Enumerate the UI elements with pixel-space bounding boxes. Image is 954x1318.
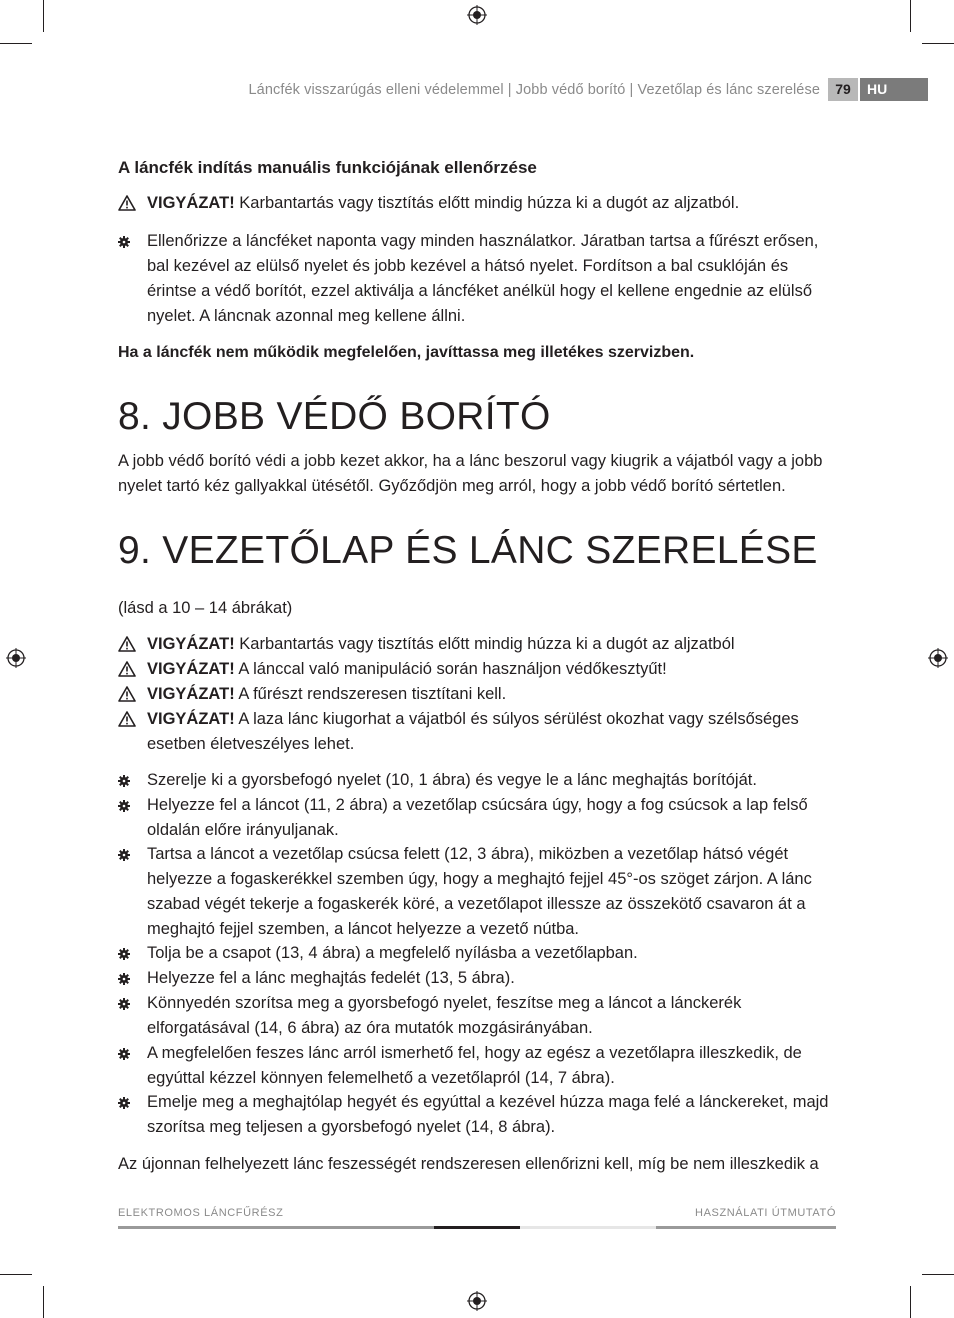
warning-content	[147, 657, 840, 682]
list-item-text: Szerelje ki a gyorsbefogó nyelet (10, 1 ábra) és vegye le a lánc meghajtás borítóját.	[147, 771, 757, 789]
crop-mark	[922, 1274, 954, 1275]
gear-bullet-icon	[118, 1097, 130, 1109]
list-item-text: Helyezze fel a lánc meghajtás fedelét (13, 5 ábra).	[147, 969, 515, 987]
warning-label: VIGYÁZAT!	[147, 194, 235, 212]
list-item-text: Emelje meg a meghajtólap hegyét és egyúttal a kezével húzza maga felé a lánckereket, majd szorítsa meg teljesen a gyorsbefogó nyelet (14, 8 ábra).	[147, 1093, 829, 1136]
warning-triangle-icon	[118, 661, 136, 677]
list-item-text: A megfelelően feszes lánc arról ismerhető fel, hogy az egész a vezetőlapra illeszkedik, de egyúttal kézzel könnyen felemelhető a vezetőlapról (14, 7 ábra).	[147, 1044, 802, 1087]
warning-content	[147, 191, 840, 216]
warning-label: VIGYÁZAT!	[147, 710, 235, 728]
warning-label: VIGYÁZAT!	[147, 685, 235, 703]
footer-divider	[520, 1226, 656, 1229]
warning-text: A fűrészt rendszeresen tisztítani kell.	[238, 685, 507, 703]
closing-paragraph: Az újonnan felhelyezett lánc feszességét rendszeresen ellenőrizni kell, míg be nem illeszkedik a	[118, 1155, 819, 1173]
footer-right: HASZNÁLATI ÚTMUTATÓ	[695, 1207, 836, 1219]
section-heading: 9. VEZETŐLAP ÉS LÁNC SZERELÉSE	[118, 529, 818, 572]
footer-divider	[656, 1226, 836, 1229]
warning-content	[147, 632, 840, 657]
list-item-text: Könnyedén szorítsa meg a gyorsbefogó nyelet, feszítse meg a láncot a lánckerék elforgatásával (14, 6 ábra) az óra mutatók mozgásirányában.	[147, 994, 742, 1037]
gear-bullet-icon	[118, 1048, 130, 1060]
warning-text: Karbantartás vagy tisztítás előtt mindig húzza ki a dugót az aljzatból	[239, 635, 735, 653]
crop-mark	[43, 0, 44, 32]
footer-left: ELEKTROMOS LÁNCFŰRÉSZ	[118, 1207, 284, 1219]
warning-label: VIGYÁZAT!	[147, 635, 235, 653]
gear-bullet-icon	[118, 948, 130, 960]
warning-text: A lánccal való manipuláció során használjon védőkesztyűt!	[238, 660, 667, 678]
section-body: A jobb védő borító védi a jobb kezet akkor, ha a lánc beszorul vagy kiugrik a vájatból vagy a jobb nyelet tartó kéz gallyakkal ütésétől. Győződjön meg arról, hogy a jobb védő borító sértetlen.	[118, 452, 823, 495]
language-badge: HU	[860, 78, 928, 101]
registration-mark-icon	[6, 648, 26, 668]
gear-bullet-icon	[118, 236, 130, 248]
list-item-text: Ellenőrizze a láncféket naponta vagy minden használatkor. Járatban tartsa a fűrészt erősen, bal kezével az elülső nyelet és jobb kezével a hátsó nyelet. Fordítson a bal csuklóján és érintse a védő borítót, ezzel aktiválja a láncféket anélkül hogy el kellene engednie az elülső nyelet. A láncnak azonnal meg kellene állni.	[147, 232, 819, 325]
warning-triangle-icon	[118, 686, 136, 702]
gear-bullet-icon	[118, 800, 130, 812]
registration-mark-icon	[467, 5, 487, 25]
crop-mark	[910, 0, 911, 32]
warning-content	[147, 682, 840, 707]
crop-mark	[0, 43, 32, 44]
list-item-text: Tartsa a láncot a vezetőlap csúcsa felett (12, 3 ábra), miközben a vezetőlap hátsó végét helyezze a fogaskerékkel szemben úgy, hogy a meghajtó fejjel 45°-os szöget zárjon. A lánc szabad végét tekerje a fogaskerék köré, a vezetőlapot illessze az összekötő csavaron át a meghajtó fejjel szemben, a láncot helyezze a vezető nútba.	[147, 845, 812, 938]
crop-mark	[43, 1286, 44, 1318]
gear-bullet-icon	[118, 973, 130, 985]
section-heading: 8. JOBB VÉDŐ BORÍTÓ	[118, 395, 551, 438]
section-subtitle: A láncfék indítás manuális funkciójának ellenőrzése	[118, 158, 537, 177]
crop-mark	[922, 43, 954, 44]
crop-mark	[0, 1274, 32, 1275]
crop-mark	[910, 1286, 911, 1318]
warning-content	[147, 707, 840, 757]
warning-triangle-icon	[118, 711, 136, 727]
gear-bullet-icon	[118, 775, 130, 787]
gear-bullet-icon	[118, 849, 130, 861]
warning-text: A laza lánc kiugorhat a vájatból és súlyos sérülést okozhat vagy szélsőséges esetben életveszélyes lehet.	[147, 710, 799, 753]
warning-label: VIGYÁZAT!	[147, 660, 235, 678]
registration-mark-icon	[928, 648, 948, 668]
header-breadcrumb: Láncfék visszarúgás elleni védelemmel | Jobb védő borító | Vezetőlap és lánc szerelése	[248, 82, 820, 98]
footer-divider	[118, 1226, 434, 1229]
list-item-text: Helyezze fel a láncot (11, 2 ábra) a vezetőlap csúcsára úgy, hogy a fog csúcsok a lap felső oldalán előre irányuljanak.	[147, 796, 808, 839]
gear-bullet-icon	[118, 998, 130, 1010]
list-item-text: Tolja be a csapot (13, 4 ábra) a megfelelő nyílásba a vezetőlapban.	[147, 944, 638, 962]
figure-reference: (lásd a 10 – 14 ábrákat)	[118, 599, 293, 617]
page-number: 79	[828, 78, 858, 101]
warning-triangle-icon	[118, 636, 136, 652]
note-text: Ha a láncfék nem működik megfelelően, javíttassa meg illetékes szervizben.	[118, 344, 695, 361]
warning-triangle-icon	[118, 195, 136, 211]
registration-mark-icon	[467, 1291, 487, 1311]
footer-divider	[434, 1226, 520, 1229]
warning-text: Karbantartás vagy tisztítás előtt mindig húzza ki a dugót az aljzatból.	[239, 194, 740, 212]
